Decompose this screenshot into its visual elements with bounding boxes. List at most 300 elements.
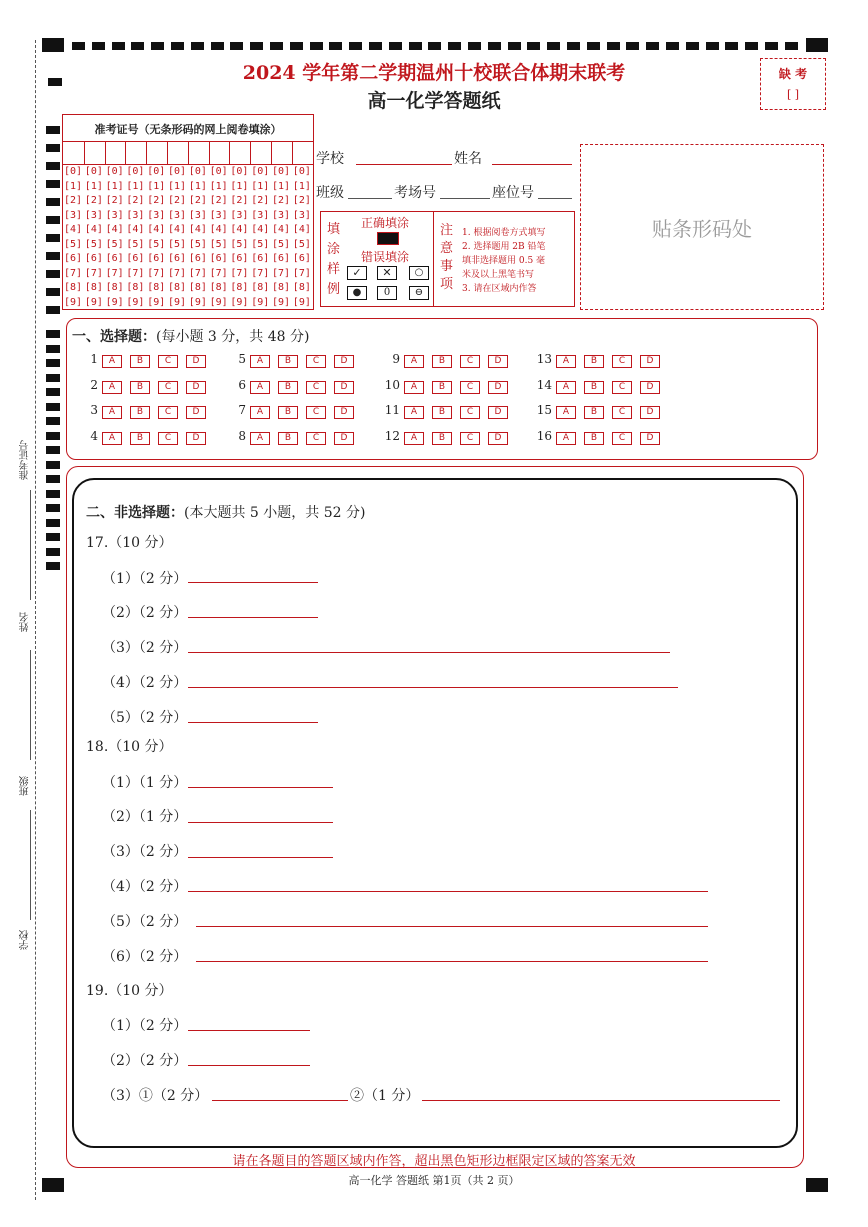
mc-option-bubble[interactable]: A [250,432,270,445]
id-digit-bubble[interactable]: [1] [292,180,311,192]
mc-option-bubble[interactable]: B [278,381,298,394]
timing-mark [72,42,85,50]
id-digit-bubble[interactable]: [8] [64,282,83,293]
id-digit-bubble[interactable]: [2] [272,195,291,206]
id-digit-bubble[interactable]: [6] [292,253,311,264]
q17-answer-line[interactable] [188,687,678,688]
id-digit-bubble[interactable]: [3] [126,209,145,221]
id-digit-bubble[interactable]: [5] [168,238,187,250]
q17-part-label: （1）（2 分） [102,571,188,587]
id-digit-bubble[interactable]: [3] [84,209,103,221]
mc-option-bubble[interactable]: C [306,355,326,368]
mc-option-bubble[interactable]: C [158,432,178,445]
timing-mark [46,198,60,206]
id-digit-bubble[interactable]: [2] [188,195,207,206]
id-digit-bubble[interactable]: [3] [188,209,207,221]
mc-option-bubble[interactable]: A [102,355,122,368]
id-digit-bubble[interactable]: [4] [64,224,83,235]
mc-option-bubble[interactable]: A [250,381,270,394]
section2-heading [86,502,365,522]
id-digit-bubble[interactable]: [3] [251,209,270,221]
id-digit-bubble[interactable]: [2] [292,195,311,206]
id-digit-bubble[interactable]: [7] [188,267,207,279]
q18-answer-line[interactable] [196,926,708,927]
exam-title: 2024 学年第二学期温州十校联合体期末联考 [242,62,626,84]
mc-option-bubble[interactable]: C [612,432,632,445]
id-digit-bubble[interactable]: [7] [230,267,249,279]
id-column-divider [292,142,293,164]
mc-question-number: 16 [536,429,552,443]
mc-option-bubble[interactable]: D [186,355,206,368]
id-digit-bubble[interactable]: [2] [105,195,124,206]
id-column-divider [271,142,272,164]
mc-option-bubble[interactable]: B [584,355,604,368]
id-digit-bubble[interactable]: [9] [272,296,291,308]
timing-mark [329,42,342,50]
id-digit-bubble[interactable]: [7] [251,267,270,279]
mc-question-row [536,352,668,368]
id-digit-bubble[interactable]: [8] [230,282,249,293]
mc-option-bubble[interactable]: A [404,432,424,445]
id-digit-bubble[interactable]: [0] [272,166,291,177]
id-digit-bubble[interactable]: [1] [147,180,166,192]
mc-option-bubble[interactable]: B [278,432,298,445]
q17-answer-line[interactable] [188,722,318,723]
id-digit-bubble[interactable]: [2] [126,195,145,206]
q17-answer-line[interactable] [188,617,318,618]
id-digit-bubble[interactable]: [5] [64,238,83,250]
q19-answer-line[interactable] [422,1100,780,1101]
mc-option-bubble[interactable]: C [612,355,632,368]
q19-answer-line[interactable] [212,1100,348,1101]
id-digit-bubble[interactable]: [1] [188,180,207,192]
timing-mark [527,42,540,50]
section2-title: 二、非选择题： [86,505,184,521]
mc-option-bubble[interactable]: B [432,406,452,419]
mc-question-number: 15 [536,403,552,417]
timing-mark [389,42,402,50]
id-digit-bubble[interactable]: [9] [188,296,207,308]
id-digit-bubble[interactable]: [2] [84,195,103,206]
id-digit-bubble[interactable]: [6] [64,253,83,264]
id-digit-bubble[interactable]: [6] [272,253,291,264]
timing-mark [46,388,60,396]
timing-mark [46,345,60,353]
mc-question-number: 11 [384,403,400,417]
q18-label: 18.（10 分） [86,739,173,755]
name-field[interactable] [492,164,572,165]
mc-option-bubble[interactable]: B [432,355,452,368]
wrong-fill-label: 错误填涂 [361,250,410,264]
id-digit-bubble[interactable]: [4] [251,224,270,235]
id-digit-bubble[interactable]: [6] [147,253,166,264]
mc-option-bubble[interactable]: C [612,406,632,419]
mc-option-bubble[interactable]: A [404,381,424,394]
id-digit-bubble[interactable]: [9] [84,296,103,308]
timing-mark [46,288,60,296]
id-digit-bubble[interactable]: [1] [168,180,187,192]
q17-answer-line[interactable] [188,652,670,653]
mc-option-bubble[interactable]: C [306,381,326,394]
q19-part-label: （1）（2 分） [102,1018,188,1034]
mc-option-bubble[interactable]: C [158,381,178,394]
id-digit-bubble[interactable]: [4] [188,224,207,235]
id-digit-bubble[interactable]: [5] [126,238,145,250]
mc-question-number: 5 [238,352,246,366]
id-digit-bubble[interactable]: [5] [251,238,270,250]
id-digit-bubble[interactable]: [9] [126,296,145,308]
q18-answer-line[interactable] [188,891,708,892]
id-digit-bubble[interactable]: [3] [147,209,166,221]
id-digit-bubble[interactable]: [4] [272,224,291,235]
mc-option-bubble[interactable]: B [130,355,150,368]
id-digit-bubble[interactable]: [8] [105,282,124,293]
timing-mark [46,417,60,425]
mc-option-bubble[interactable]: C [158,406,178,419]
q18-answer-line[interactable] [196,961,708,962]
id-digit-bubble[interactable]: [9] [147,296,166,308]
id-digit-bubble[interactable]: [6] [105,253,124,264]
id-digit-bubble[interactable]: [5] [230,238,249,250]
mc-option-bubble[interactable]: D [186,406,206,419]
q18-answer-line[interactable] [188,787,333,788]
timing-mark [131,42,144,50]
id-digit-bubble[interactable]: [8] [168,282,187,293]
id-digit-bubble[interactable]: [9] [251,296,270,308]
q18-answer-line[interactable] [188,857,333,858]
id-digit-bubble[interactable]: [3] [230,209,249,221]
timing-mark [706,42,719,50]
id-digit-bubble[interactable]: [8] [126,282,145,293]
timing-mark [46,403,60,411]
correct-fill-label: 正确填涂 [361,216,410,230]
id-digit-bubble[interactable]: [2] [251,195,270,206]
id-digit-bubble[interactable]: [9] [209,296,228,308]
id-column-divider [188,142,189,164]
timing-mark [46,234,60,242]
id-digit-bubble[interactable]: [6] [126,253,145,264]
mc-option-bubble[interactable]: C [460,432,480,445]
mc-question-row [82,378,214,394]
mc-option-bubble[interactable]: D [334,381,354,394]
mc-option-bubble[interactable]: B [278,406,298,419]
q19-answer-line[interactable] [188,1030,310,1031]
mc-option-bubble[interactable]: D [488,406,508,419]
id-column-divider [84,142,85,164]
timing-mark [46,126,60,134]
side-line-id [30,490,31,600]
timing-mark [171,42,184,50]
id-digit-bubble[interactable]: [0] [251,166,270,177]
wrong-fill-check-icon: ✓ [347,266,367,280]
id-digit-bubble[interactable]: [4] [209,224,228,235]
id-digit-bubble[interactable]: [1] [105,180,124,192]
mc-option-bubble[interactable]: D [334,355,354,368]
timing-mark [488,42,501,50]
timing-mark [46,490,60,498]
id-digit-bubble[interactable]: [3] [105,209,124,221]
id-digit-bubble[interactable]: [1] [209,180,228,192]
mc-option-bubble[interactable]: A [556,432,576,445]
mc-option-bubble[interactable]: A [102,432,122,445]
id-digit-bubble[interactable]: [7] [292,267,311,279]
mc-option-bubble[interactable]: A [404,355,424,368]
id-digit-bubble[interactable]: [3] [272,209,291,221]
timing-mark [46,548,60,556]
id-digit-bubble[interactable]: [4] [230,224,249,235]
id-digit-bubble[interactable]: [8] [292,282,311,293]
id-digit-bubble[interactable]: [4] [147,224,166,235]
q18-part-label: （1）（1 分） [102,775,188,791]
id-digit-bubble[interactable]: [4] [292,224,311,235]
mc-option-bubble[interactable]: A [556,406,576,419]
mc-question-number: 8 [238,429,246,443]
id-digit-bubble[interactable]: [0] [230,166,249,177]
id-digit-bubble[interactable]: [4] [168,224,187,235]
id-digit-bubble[interactable]: [6] [168,253,187,264]
mc-option-bubble[interactable]: C [306,406,326,419]
mc-option-bubble[interactable]: C [612,381,632,394]
timing-mark [290,42,303,50]
timing-mark [46,562,60,570]
id-digit-bubble[interactable]: [5] [147,238,166,250]
timing-mark [46,432,60,440]
room-field[interactable] [440,198,490,199]
id-digit-bubble[interactable]: [7] [105,267,124,279]
mc-option-bubble[interactable]: B [130,432,150,445]
absent-checkbox[interactable]: [ ] [786,88,800,101]
q18-answer-line[interactable] [188,822,333,823]
section1-desc: (每小题 3 分，共 48 分) [156,329,310,345]
mc-question-row [384,403,516,419]
id-digit-bubble[interactable]: [9] [64,296,83,308]
mc-option-bubble[interactable]: A [556,381,576,394]
id-digit-bubble[interactable]: [7] [147,267,166,279]
q19-part3b-label: ②（1 分） [350,1088,420,1104]
q17-label: 17.（10 分） [86,535,173,551]
mc-question-row [384,352,516,368]
school-field[interactable] [356,164,452,165]
id-digit-bubble[interactable]: [5] [209,238,228,250]
mc-option-bubble[interactable]: A [250,406,270,419]
mc-question-row [384,378,516,394]
mc-option-bubble[interactable]: A [404,406,424,419]
id-digit-bubble[interactable]: [4] [126,224,145,235]
absent-box[interactable] [760,58,826,110]
id-digit-bubble[interactable]: [1] [251,180,270,192]
mc-question-number: 12 [384,429,400,443]
timing-mark [428,42,441,50]
q18-part-label: （3）（2 分） [102,844,188,860]
notes-side: 注意事项 [440,223,454,292]
id-grid[interactable] [63,142,313,312]
q19-answer-line[interactable] [188,1065,310,1066]
mc-option-bubble[interactable]: B [584,381,604,394]
id-digit-bubble[interactable]: [9] [292,296,311,308]
id-digit-bubble[interactable]: [0] [168,166,187,177]
timing-mark [46,162,60,170]
id-digit-bubble[interactable]: [2] [209,195,228,206]
id-digit-bubble[interactable]: [7] [126,267,145,279]
name-label: 姓名 [454,151,482,167]
mc-question-row [82,429,214,445]
id-digit-bubble[interactable]: [6] [84,253,103,264]
mc-option-bubble[interactable]: D [488,432,508,445]
id-digit-bubble[interactable]: [5] [105,238,124,250]
mc-option-bubble[interactable]: B [584,406,604,419]
timing-mark [607,42,620,50]
mc-option-bubble[interactable]: D [186,381,206,394]
section1-heading [72,326,309,346]
id-write-row-divider [63,164,313,165]
id-block-title: 准考证号（无条形码的网上阅卷填涂） [63,115,313,142]
id-digit-bubble[interactable]: [7] [209,267,228,279]
barcode-label: 贴条形码处 [652,216,752,241]
timing-mark [369,42,382,50]
id-digit-bubble[interactable]: [3] [292,209,311,221]
q18-part-label: （6）（2 分） [102,949,188,965]
mc-option-bubble[interactable]: B [432,381,452,394]
id-digit-bubble[interactable]: [7] [64,267,83,279]
timing-mark [191,42,204,50]
timing-mark [46,519,60,527]
id-digit-bubble[interactable]: [0] [126,166,145,177]
id-digit-bubble[interactable]: [2] [168,195,187,206]
side-label-class: 班级 [20,776,31,796]
id-digit-bubble[interactable]: [6] [230,253,249,264]
id-block [62,114,314,310]
correct-fill-sample [377,232,399,245]
mc-option-bubble[interactable]: B [130,406,150,419]
fill-example-box [320,211,434,307]
id-digit-bubble[interactable]: [2] [147,195,166,206]
timing-mark [46,475,60,483]
id-digit-bubble[interactable]: [7] [168,267,187,279]
mc-option-bubble[interactable]: A [102,406,122,419]
timing-mark [230,42,243,50]
q18-part-label: （4）（2 分） [102,879,188,895]
mc-option-bubble[interactable]: D [640,355,660,368]
timing-mark [46,144,60,152]
id-digit-bubble[interactable]: [1] [272,180,291,192]
mc-option-bubble[interactable]: B [130,381,150,394]
side-label-name: 姓名 [20,612,31,632]
timing-mark [547,42,560,50]
section2-desc: (本大题共 5 小题，共 52 分) [184,505,366,521]
timing-mark [46,461,60,469]
mc-option-bubble[interactable]: C [306,432,326,445]
id-digit-bubble[interactable]: [7] [84,267,103,279]
id-digit-bubble[interactable]: [2] [230,195,249,206]
q17-answer-line[interactable] [188,582,318,583]
mc-option-bubble[interactable]: B [584,432,604,445]
mc-option-bubble[interactable]: C [158,355,178,368]
mc-option-bubble[interactable]: D [334,406,354,419]
id-digit-bubble[interactable]: [0] [292,166,311,177]
mc-question-number: 2 [90,378,98,392]
id-digit-bubble[interactable]: [9] [168,296,187,308]
mc-option-bubble[interactable]: D [640,432,660,445]
timing-mark [46,359,60,367]
id-digit-bubble[interactable]: [8] [251,282,270,293]
id-digit-bubble[interactable]: [5] [292,238,311,250]
id-digit-bubble[interactable]: [9] [105,296,124,308]
mc-question-row [230,403,362,419]
id-digit-bubble[interactable]: [1] [230,180,249,192]
id-digit-bubble[interactable]: [0] [84,166,103,177]
seat-field[interactable] [538,198,572,199]
id-digit-bubble[interactable]: [6] [209,253,228,264]
mc-option-bubble[interactable]: A [102,381,122,394]
id-digit-bubble[interactable]: [3] [209,209,228,221]
mc-option-bubble[interactable]: D [640,381,660,394]
mc-option-bubble[interactable]: C [460,381,480,394]
id-digit-bubble[interactable]: [5] [84,238,103,250]
timing-mark [270,42,283,50]
id-digit-bubble[interactable]: [5] [272,238,291,250]
id-digit-bubble[interactable]: [6] [188,253,207,264]
mc-option-bubble[interactable]: B [278,355,298,368]
mc-option-bubble[interactable]: A [556,355,576,368]
mc-option-bubble[interactable]: A [250,355,270,368]
id-digit-bubble[interactable]: [0] [105,166,124,177]
id-digit-bubble[interactable]: [3] [168,209,187,221]
id-digit-bubble[interactable]: [8] [84,282,103,293]
timing-mark [46,180,60,188]
fill-example-side: 填涂样例 [327,222,341,297]
id-digit-bubble[interactable]: [1] [64,180,83,192]
id-digit-bubble[interactable]: [1] [126,180,145,192]
id-digit-bubble[interactable]: [5] [188,238,207,250]
id-digit-bubble[interactable]: [7] [272,267,291,279]
wrong-fill-dot-icon: ● [347,286,367,300]
section1-title: 一、选择题： [72,329,156,345]
id-digit-bubble[interactable]: [8] [209,282,228,293]
mc-option-bubble[interactable]: D [488,381,508,394]
id-digit-bubble[interactable]: [4] [105,224,124,235]
notes-box [433,211,575,307]
mc-option-bubble[interactable]: C [460,406,480,419]
footer-page: 高一化学 答题纸 第1页（共 2 页） [348,1174,520,1187]
mc-option-bubble[interactable]: B [432,432,452,445]
id-digit-bubble[interactable]: [2] [64,195,83,206]
id-digit-bubble[interactable]: [8] [188,282,207,293]
mc-option-bubble[interactable]: D [186,432,206,445]
mc-option-bubble[interactable]: D [640,406,660,419]
mc-option-bubble[interactable]: D [334,432,354,445]
id-digit-bubble[interactable]: [4] [84,224,103,235]
id-digit-bubble[interactable]: [8] [147,282,166,293]
side-line-class [30,810,31,920]
id-digit-bubble[interactable]: [8] [272,282,291,293]
id-digit-bubble[interactable]: [0] [188,166,207,177]
mc-option-bubble[interactable]: D [488,355,508,368]
id-column-divider [105,142,106,164]
id-digit-bubble[interactable]: [0] [64,166,83,177]
class-field[interactable] [348,198,392,199]
q17-part-label: （5）（2 分） [102,710,188,726]
id-digit-bubble[interactable]: [0] [209,166,228,177]
id-digit-bubble[interactable]: [6] [251,253,270,264]
id-digit-bubble[interactable]: [1] [84,180,103,192]
mc-question-row [536,378,668,394]
id-column-divider [146,142,147,164]
id-digit-bubble[interactable]: [9] [230,296,249,308]
id-digit-bubble[interactable]: [3] [64,209,83,221]
mc-question-number: 13 [536,352,552,366]
id-digit-bubble[interactable]: [0] [147,166,166,177]
mc-option-bubble[interactable]: C [460,355,480,368]
